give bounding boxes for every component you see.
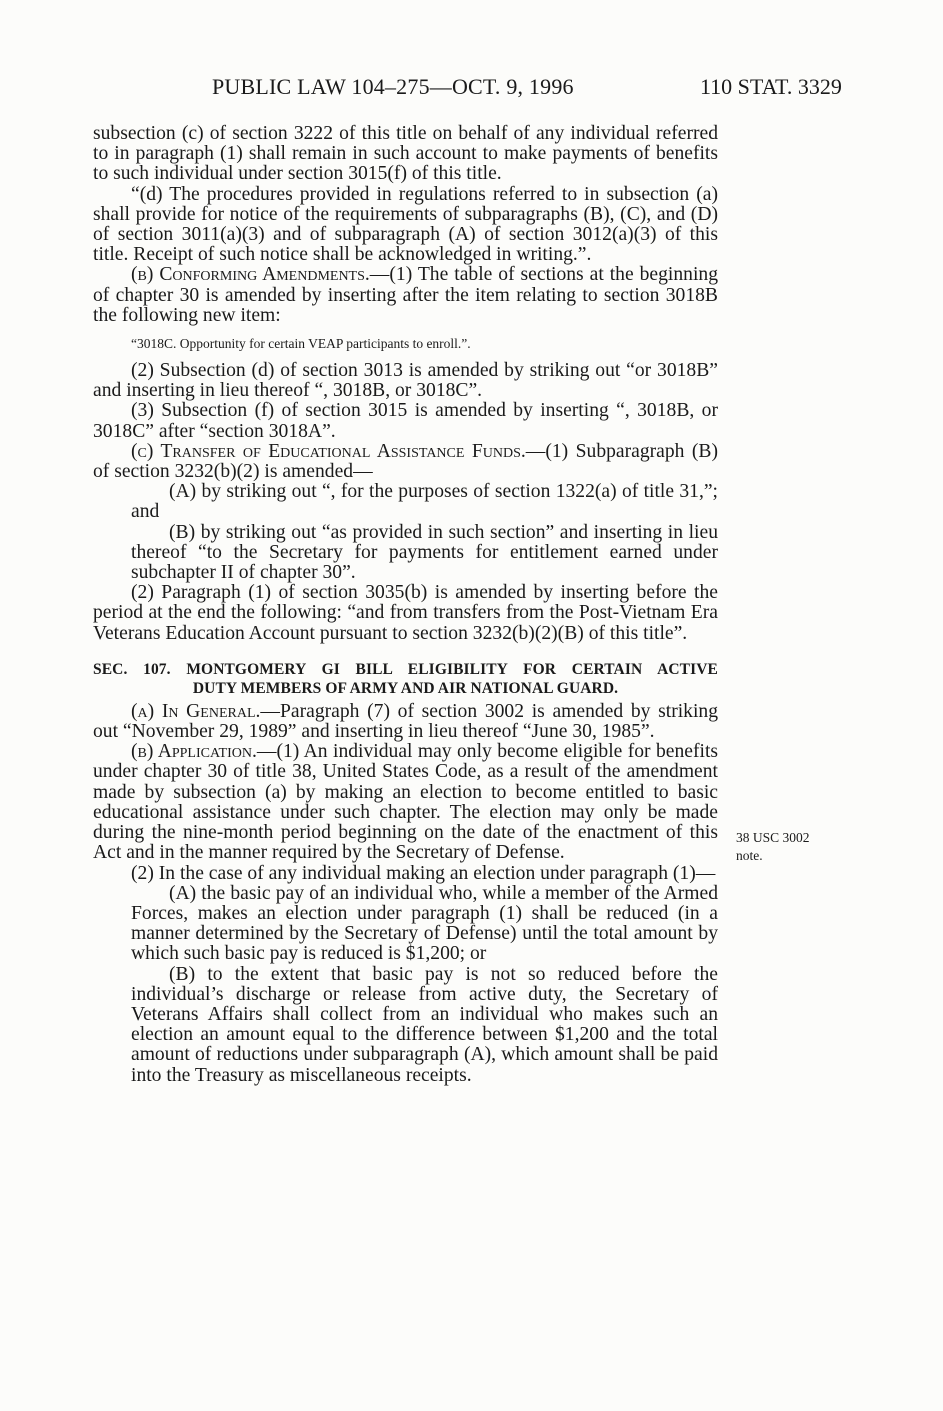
section-107-heading: [93, 660, 718, 698]
application-text: —(1) An individual may only become eligible for benefits under chapter 30 of title 38, United States Code, as a result of the amendment made by subsection (a) by making an election to become entitled to basic educational assistance under such chapter. The election may only be made during the nine-month period beginning on the date of the enactment of this Act and in the manner required by the Secretary of Defense.: [93, 741, 719, 864]
paragraph-subsection-d: “(d) The procedures provided in regulations referred to in subsection (a) shall provide for notice of the requirements of subparagraphs (B), (C), and (D) of section 3011(a)(3) and of subparagraph (A) of section 3012(a)(3) of this title. Receipt of such notice shall be acknowledged in writing.”.: [93, 183, 718, 266]
paragraph-transfer-funds: [93, 442, 718, 482]
heading-in-general: (a) In General.: [131, 700, 261, 722]
in-general-text: —Paragraph (7) of section 3002 is amended by striking out “November 29, 1989” and inserting in lieu thereof “June 30, 1985”.: [93, 700, 718, 743]
paragraph-amend-3013: (2) Subsection (d) of section 3013 is amended by striking out “or 3018B” and inserting in lieu thereof “, 3018B, or 3018C”.: [93, 360, 718, 402]
heading-conforming-amendments: (b) Conforming Amendments.: [131, 264, 370, 286]
section-heading-line-1: SEC. 107. MONTGOMERY GI BILL ELIGIBILITY FOR CERTAIN ACTIVE: [93, 660, 718, 678]
clause-a-striking: (A) by striking out “, for the purposes of section 1322(a) of title 31,”; and: [131, 481, 718, 523]
margin-note-citation: [736, 829, 810, 865]
paragraph-conforming-amendments: [93, 265, 718, 326]
paragraph-amend-3035: (2) Paragraph (1) of section 3035(b) is amended by inserting before the period at the end the following: “and from transfers from the Post-Vietnam Era Veterans Education Account pursuant to section 3232(b)(2)(B) of this title”.: [93, 582, 718, 644]
table-of-sections-item: “3018C. Opportunity for certain VEAP participants to enroll.”.: [131, 336, 471, 352]
paragraph-application: [93, 742, 718, 863]
body-text-column: [93, 124, 718, 1086]
paragraph-amend-3015: (3) Subsection (f) of section 3015 is amended by inserting “, 3018B, or 3018C” after “section 3018A”.: [93, 400, 718, 442]
running-header-stat-page: 110 STAT. 3329: [700, 74, 842, 99]
clause-b-collection: (B) to the extent that basic pay is not so reduced before the individual’s discharge or release from active duty, the Secretary of Veterans Affairs shall collect from an individual who makes such an election an amount equal to the difference between $1,200 and the total amount of reductions under subparagraph (A), which amount shall be paid into the Treasury as miscellaneous receipts.: [131, 963, 718, 1086]
clause-b-striking: (B) by striking out “as provided in such section” and inserting in lieu thereof “to the Secretary for payments for entitlement earned under subchapter II of chapter 30”.: [131, 521, 718, 584]
running-header-title: PUBLIC LAW 104–275—OCT. 9, 1996: [212, 74, 574, 99]
paragraph-in-general: [93, 702, 718, 742]
paragraph-election-case: (2) In the case of any individual making an election under paragraph (1)—: [131, 862, 716, 884]
conforming-amendments-text: —(1) The table of sections at the beginning of chapter 30 is amended by inserting after the item relating to section 3018B the following new item:: [93, 264, 718, 326]
clause-a-basic-pay: (A) the basic pay of an individual who, while a member of the Armed Forces, makes an election under paragraph (1) shall be reduced (in a manner determined by the Secretary of Defense) until the total amount by which such basic pay is reduced is $1,200; or: [131, 882, 718, 965]
transfer-funds-text: —(1) Subparagraph (B) of section 3232(b)(2) is amended—: [93, 440, 718, 483]
heading-transfer-funds: (c) Transfer of Educational Assistance Funds.: [131, 440, 526, 462]
margin-note-line-2: note.: [736, 848, 763, 863]
section-heading-line-2: DUTY MEMBERS OF ARMY AND AIR NATIONAL GUARD.: [192, 679, 619, 697]
margin-note-line-1: 38 USC 3002: [736, 830, 810, 845]
heading-application: (b) Application.: [131, 741, 257, 763]
paragraph-continuation: subsection (c) of section 3222 of this title on behalf of any individual referred to in paragraph (1) shall remain in such account to make payments of benefits to such individual under section 3015(f) of this title.: [93, 123, 718, 185]
